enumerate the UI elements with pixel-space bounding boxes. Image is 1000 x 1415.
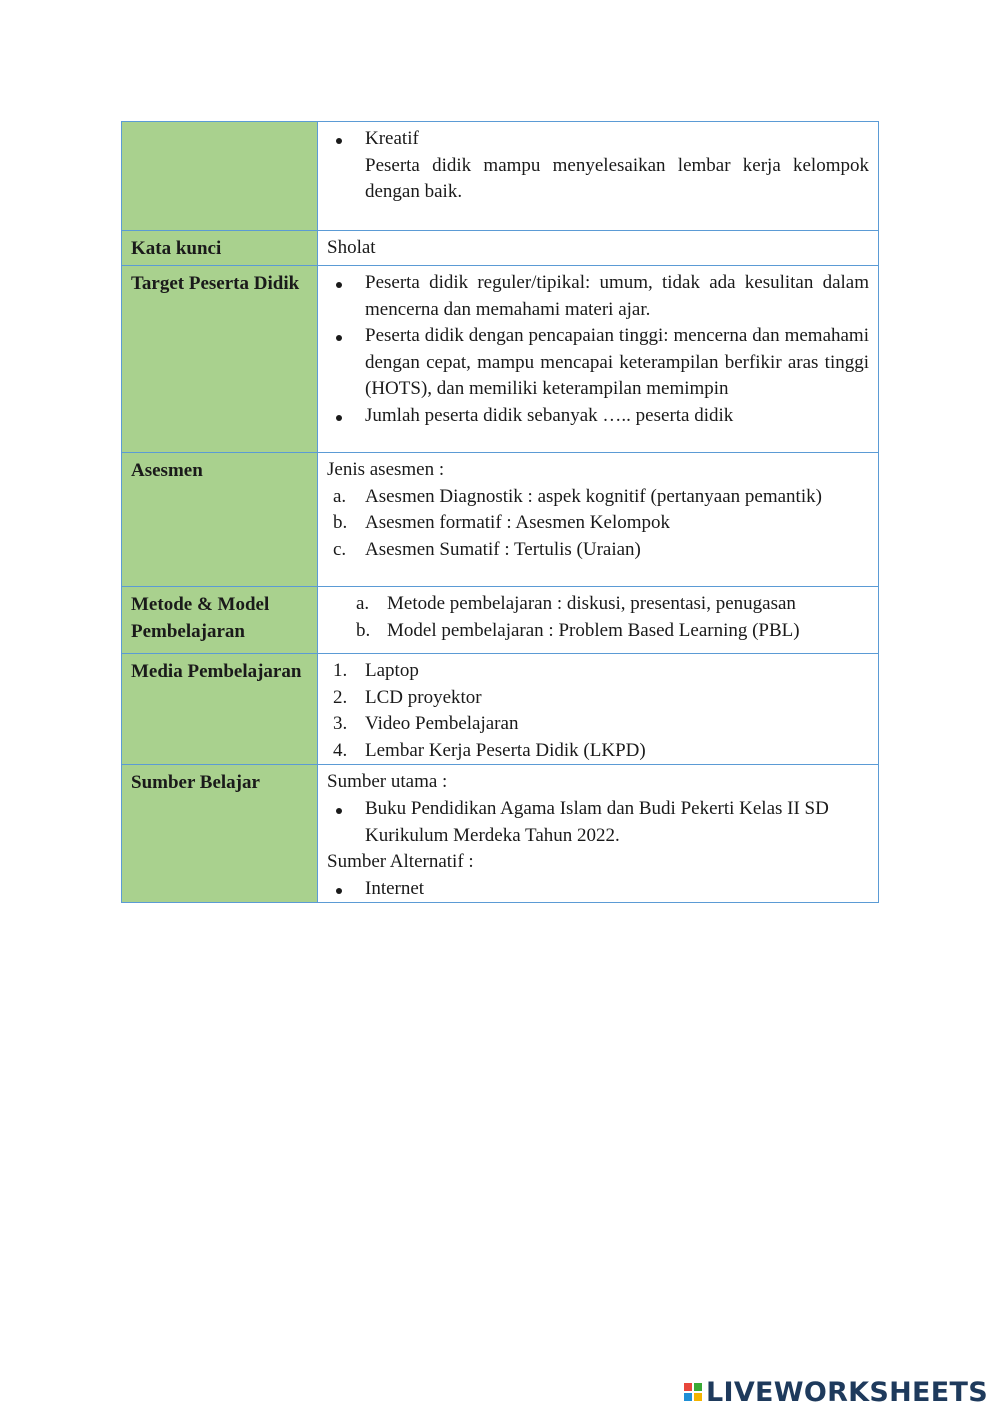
logo-square: [684, 1383, 692, 1391]
row-kata-kunci: [122, 231, 879, 266]
list-item: 4. Lembar Kerja Peserta Didik (LKPD): [333, 739, 646, 761]
label-target: Target Peserta Didik: [122, 266, 318, 453]
bullet-icon: [336, 138, 342, 144]
bullet-icon: [336, 335, 342, 341]
bullet-icon: [336, 282, 342, 288]
list-item: 2. LCD proyektor: [333, 686, 482, 708]
list-item: c. Asesmen Sumatif : Tertulis (Uraian): [333, 538, 641, 560]
list-item: a. Asesmen Diagnostik : aspek kognitif (pertanyaan pemantik): [333, 485, 822, 507]
list-item: Jumlah peserta didik sebanyak ….. peserta didik: [327, 403, 869, 430]
content-sumber: [318, 765, 879, 903]
content-target: [318, 266, 879, 453]
list-item: b. Asesmen formatif : Asesmen Kelompok: [333, 512, 671, 534]
content-asesmen: [318, 453, 879, 587]
asesmen-intro: Jenis asesmen :: [327, 459, 445, 480]
label-cell-empty: [122, 122, 318, 231]
list-item: 1. Laptop: [333, 660, 419, 681]
kreatif-description: Peserta didik mampu menyelesaikan lembar kerja kelompok dengan baik.: [365, 154, 869, 203]
row-asesmen: [122, 453, 879, 587]
row-kreatif: [122, 122, 879, 231]
row-sumber: [122, 765, 879, 903]
label-kata-kunci: Kata kunci: [122, 231, 318, 266]
list-item: Peserta didik dengan pencapaian tinggi: mencerna dan memahami dengan cepat, mampu mencapai keterampilan berfikir aras tinggi (HOTS), dan memiliki keterampilan memimpin: [327, 323, 869, 403]
row-metode: [122, 587, 879, 654]
logo-square: [694, 1393, 702, 1401]
content-cell-kreatif: [318, 122, 879, 231]
label-sumber: Sumber Belajar: [122, 765, 318, 903]
lesson-plan-table: [121, 121, 879, 903]
value-kata-kunci: Sholat: [318, 231, 879, 266]
sumber-alternatif-label: Sumber Alternatif :: [327, 851, 474, 873]
list-item: b. Model pembelajaran : Problem Based Learning (PBL): [356, 619, 800, 641]
label-asesmen: Asesmen: [122, 453, 318, 587]
bullet-icon: [336, 888, 342, 894]
list-item: a. Metode pembelajaran : diskusi, presentasi, penugasan: [356, 593, 796, 614]
liveworksheets-logo[interactable]: [684, 1377, 988, 1407]
content-media: [318, 654, 879, 765]
logo-square: [684, 1393, 692, 1401]
label-media: Media Pembelajaran: [122, 654, 318, 765]
liveworksheets-logo-icon: [684, 1383, 702, 1401]
logo-text: LIVEWORKSHEETS: [705, 1376, 988, 1408]
list-item: Kreatif: [327, 126, 869, 153]
row-media: [122, 654, 879, 765]
list-item: Peserta didik reguler/tipikal: umum, tidak ada kesulitan dalam mencerna dan memahami materi ajar.: [327, 270, 869, 323]
bullet-icon: [336, 808, 342, 814]
row-target: [122, 266, 879, 453]
sumber-utama-label: Sumber utama :: [327, 771, 448, 793]
logo-square: [694, 1383, 702, 1391]
label-metode: Metode & Model Pembelajaran: [122, 587, 318, 654]
list-item: 3. Video Pembelajaran: [333, 713, 519, 735]
list-item: Buku Pendidikan Agama Islam dan Budi Pekerti Kelas II SD Kurikulum Merdeka Tahun 2022.: [327, 796, 869, 849]
bullet-icon: [336, 415, 342, 421]
content-metode: [318, 587, 879, 654]
list-item: Internet: [327, 876, 869, 903]
